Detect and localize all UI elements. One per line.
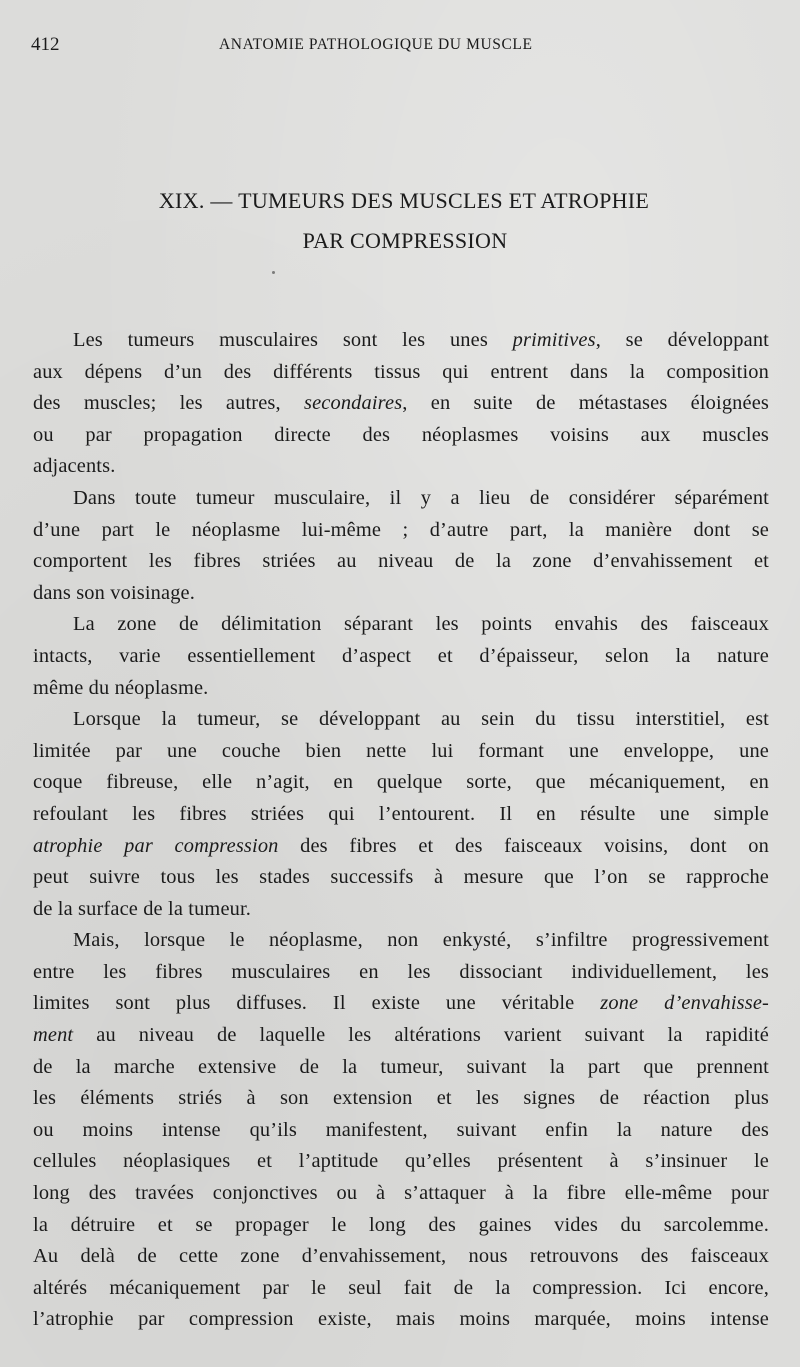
italic-term: ment [33, 1024, 74, 1047]
text-line: de la surface de la tumeur. [33, 897, 252, 920]
text-line: Dans toute tumeur musculaire, il y a lieu de considérer séparément [73, 486, 769, 509]
chapter-title-line-1: XIX. — TUMEURS DES MUSCLES ET ATROPHIE [158, 188, 650, 213]
text-line: refoulant les fibres striées qui l’entourent. Il en résulte une simple [33, 802, 769, 825]
text-line: d’une part le néoplasme lui-même ; d’autre part, la manière dont se [33, 518, 769, 541]
text-line: ou par propagation directe des néoplasmes voisins aux muscles [33, 423, 769, 446]
text-line [33, 988, 769, 1020]
text-run: limites sont plus diffuses. Il existe une véritable [33, 992, 601, 1015]
text-line: peut suivre tous les stades successifs à mesure que l’on se rapproche [33, 866, 769, 889]
text-line: intacts, varie essentiellement d’aspect et d’épaisseur, selon la nature [33, 644, 769, 667]
text-run: , en suite de métastases éloignées [402, 392, 769, 415]
text-line: la détruire et se propager le long des gaines vides du sarcolemme. [33, 1213, 769, 1236]
italic-term: secondaires [303, 392, 403, 415]
text-run: au niveau de laquelle les altérations varient suivant la rapidité [73, 1024, 769, 1047]
text-line: ou moins intense qu’ils manifestent, suivant enfin la nature des [33, 1118, 769, 1141]
text-line: coque fibreuse, elle n’agit, en quelque sorte, que mécaniquement, en [33, 771, 769, 794]
italic-term: primitives [512, 329, 596, 351]
running-title: ANATOMIE PATHOLOGIQUE DU MUSCLE [219, 36, 533, 53]
text-run: , se développant [595, 329, 769, 351]
text-line: La zone de délimitation séparant les points envahis des faisceaux [73, 613, 769, 636]
text-line: adjacents. [33, 455, 116, 478]
text-line: Au delà de cette zone d’envahissement, nous retrouvons des faisceaux [33, 1245, 769, 1268]
text-line: les éléments striés à son extension et les signes de réaction plus [33, 1087, 769, 1110]
chapter-title [0, 181, 800, 261]
text-line: entre les fibres musculaires en les dissociant individuellement, les [33, 960, 769, 983]
text-run: des muscles; les autres, [33, 392, 304, 415]
italic-term: zone d’envahisse- [600, 992, 769, 1015]
running-head [31, 34, 764, 58]
print-speck [272, 271, 275, 274]
page-number: 412 [31, 34, 60, 55]
text-line: long des travées conjonctives ou à s’attaquer à la fibre elle-même pour [33, 1182, 769, 1205]
text-run: des fibres et des faisceaux voisins, dont on [278, 834, 769, 857]
text-line [33, 325, 769, 357]
text-line: Lorsque la tumeur, se développant au sein du tissu interstitiel, est [73, 708, 769, 731]
text-line: altérés mécaniquement par le seul fait de la compression. Ici encore, [33, 1276, 769, 1299]
chapter-title-line-2: PAR COMPRESSION [302, 228, 508, 253]
italic-term: atrophie par compression [33, 834, 279, 857]
text-run: Les tumeurs musculaires sont les unes [73, 329, 513, 351]
text-line: cellules néoplasiques et l’aptitude qu’elles présentent à s’insinuer le [33, 1150, 769, 1173]
text-line: l’atrophie par compression existe, mais moins marquée, moins intense [33, 1308, 769, 1331]
text-line [33, 388, 769, 420]
body-text [33, 325, 769, 1336]
text-line: comportent les fibres striées au niveau de la zone d’envahissement et [33, 550, 769, 573]
text-line: de la marche extensive de la tumeur, suivant la part que prennent [33, 1055, 769, 1078]
text-line: dans son voisinage. [33, 581, 195, 604]
text-line: limitée par une couche bien nette lui formant une enveloppe, une [33, 739, 769, 762]
text-line [33, 831, 769, 863]
text-line [33, 1020, 769, 1052]
text-line: même du néoplasme. [33, 676, 209, 699]
text-line: Mais, lorsque le néoplasme, non enkysté, s’infiltre progressivement [73, 929, 769, 952]
text-line: aux dépens d’un des différents tissus qui entrent dans la composition [33, 360, 769, 383]
